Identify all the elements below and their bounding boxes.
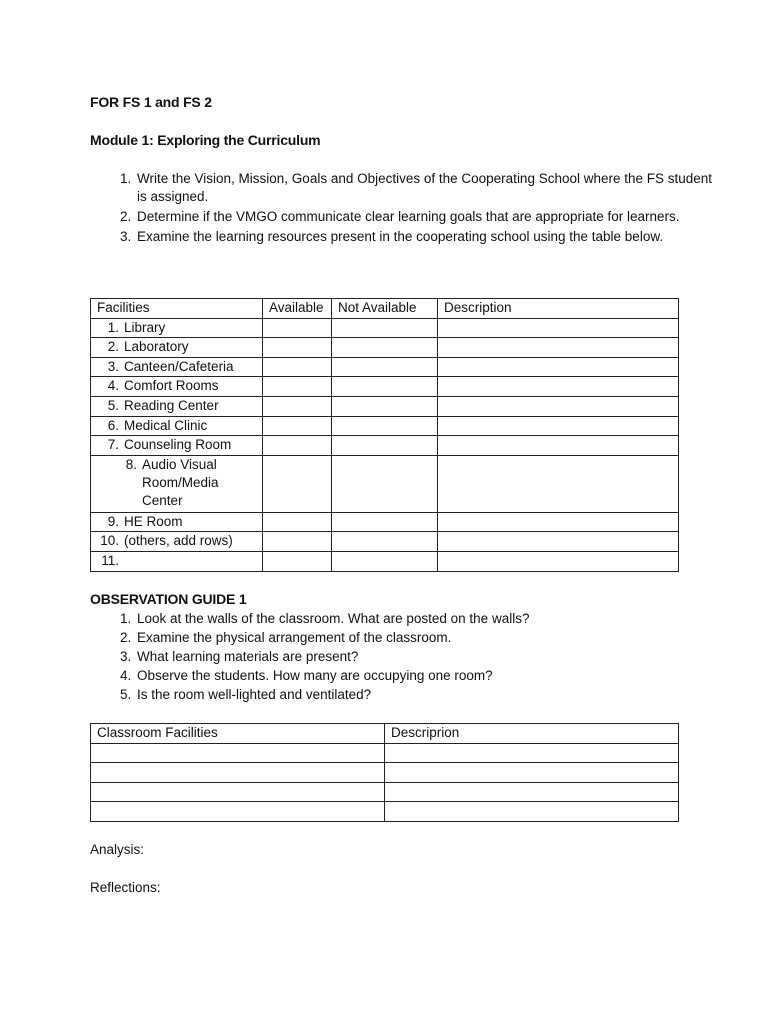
column-header: Facilities [91,299,263,319]
facility-cell: 10. (others, add rows) [91,532,263,552]
facility-cell: 5. Reading Center [91,396,263,416]
reflections-label: Reflections: [90,880,161,895]
analysis-label: Analysis: [90,842,145,857]
table-header-row [91,299,679,319]
available-cell[interactable] [263,532,332,552]
table-row [91,455,679,512]
table-row [91,436,679,456]
table-row [91,318,679,338]
table-row [91,532,679,552]
column-header: Description [438,299,679,319]
description-cell[interactable] [438,377,679,397]
description-cell[interactable] [438,396,679,416]
not-available-cell[interactable] [332,396,438,416]
facility-cell: 7. Counseling Room [91,436,263,456]
description-cell[interactable] [385,743,679,763]
not-available-cell[interactable] [332,377,438,397]
observation-item: 4. Observe the students. How many are occupying one room? [135,667,725,685]
not-available-cell[interactable] [332,551,438,571]
facility-cell: 9. HE Room [91,512,263,532]
table-row [91,357,679,377]
table-row [91,802,679,822]
description-cell[interactable] [438,357,679,377]
column-header: Descriprion [385,724,679,744]
description-cell[interactable] [438,455,679,512]
instruction-list [90,170,725,246]
facility-cell: 4. Comfort Rooms [91,377,263,397]
module-title: Module 1: Exploring the Curriculum [90,132,321,148]
facility-cell: 8. Audio Visual Room/Media Center [91,455,263,512]
available-cell[interactable] [263,318,332,338]
available-cell[interactable] [263,416,332,436]
instruction-item: 2. Determine if the VMGO communicate clear learning goals that are appropriate for learners. [135,208,725,226]
instruction-item: 3. Examine the learning resources present in the cooperating school using the table below. [135,228,725,246]
available-cell[interactable] [263,338,332,358]
available-cell[interactable] [263,436,332,456]
available-cell[interactable] [263,396,332,416]
description-cell[interactable] [438,512,679,532]
facility-cell: 1. Library [91,318,263,338]
classroom-facilities-table [90,723,679,822]
not-available-cell[interactable] [332,318,438,338]
facility-cell: 2. Laboratory [91,338,263,358]
not-available-cell[interactable] [332,338,438,358]
description-cell[interactable] [385,782,679,802]
table-row [91,551,679,571]
column-header: Classroom Facilities [91,724,385,744]
description-cell[interactable] [438,318,679,338]
observation-item: 5. Is the room well-lighted and ventilated? [135,686,725,704]
not-available-cell[interactable] [332,455,438,512]
facility-cell: 11. [91,551,263,571]
observation-list [90,610,725,704]
classroom-facility-cell[interactable] [91,802,385,822]
table-header-row [91,724,679,744]
not-available-cell[interactable] [332,532,438,552]
observation-title: OBSERVATION GUIDE 1 [90,591,247,607]
facility-cell: 3. Canteen/Cafeteria [91,357,263,377]
description-cell[interactable] [438,416,679,436]
classroom-facility-cell[interactable] [91,743,385,763]
table-row [91,396,679,416]
facilities-table [90,298,679,572]
table-row [91,763,679,783]
description-cell[interactable] [438,338,679,358]
available-cell[interactable] [263,377,332,397]
observation-item: 1. Look at the walls of the classroom. What are posted on the walls? [135,610,725,628]
document-header: FOR FS 1 and FS 2 [90,94,212,110]
description-cell[interactable] [385,763,679,783]
observation-item: 3. What learning materials are present? [135,648,725,666]
column-header: Not Available [332,299,438,319]
classroom-facility-cell[interactable] [91,763,385,783]
not-available-cell[interactable] [332,436,438,456]
table-row [91,338,679,358]
table-row [91,782,679,802]
description-cell[interactable] [438,551,679,571]
not-available-cell[interactable] [332,357,438,377]
table-row [91,743,679,763]
available-cell[interactable] [263,357,332,377]
available-cell[interactable] [263,455,332,512]
observation-item: 2. Examine the physical arrangement of the classroom. [135,629,725,647]
table-row [91,416,679,436]
description-cell[interactable] [385,802,679,822]
available-cell[interactable] [263,512,332,532]
instruction-item: 1. Write the Vision, Mission, Goals and Objectives of the Cooperating School where the FS student is assigned. [135,170,725,206]
classroom-facility-cell[interactable] [91,782,385,802]
not-available-cell[interactable] [332,416,438,436]
description-cell[interactable] [438,532,679,552]
facility-cell: 6. Medical Clinic [91,416,263,436]
column-header: Available [263,299,332,319]
description-cell[interactable] [438,436,679,456]
table-row [91,377,679,397]
not-available-cell[interactable] [332,512,438,532]
table-row [91,512,679,532]
available-cell[interactable] [263,551,332,571]
